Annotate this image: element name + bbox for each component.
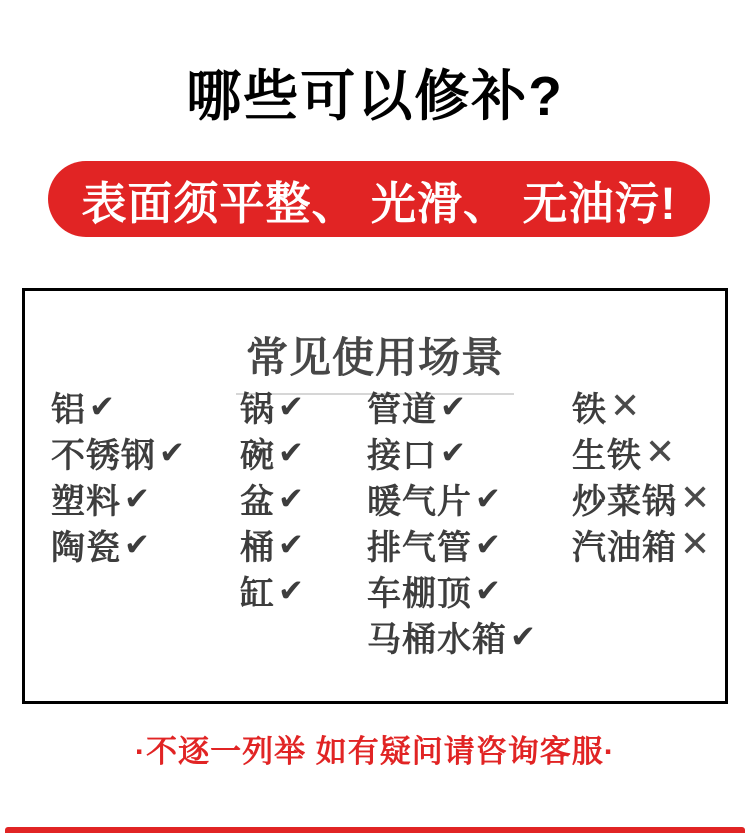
requirement-banner bbox=[48, 161, 710, 237]
scenario-item bbox=[572, 521, 711, 567]
check-icon: ✔ bbox=[475, 526, 502, 562]
cross-icon: ✕ bbox=[680, 477, 712, 518]
check-icon: ✔ bbox=[440, 434, 467, 470]
scenario-item bbox=[240, 475, 305, 521]
scenario-label: 车棚顶 bbox=[367, 574, 472, 613]
check-icon: ✔ bbox=[89, 388, 116, 424]
scenario-item bbox=[240, 567, 305, 613]
scenario-item bbox=[240, 383, 305, 429]
check-icon: ✔ bbox=[475, 572, 502, 608]
scenario-item bbox=[572, 383, 711, 429]
scenario-label: 铁 bbox=[572, 390, 607, 429]
scenario-panel-title: 常见使用场景 bbox=[236, 325, 514, 395]
check-icon: ✔ bbox=[278, 388, 305, 424]
requirement-banner-text: 表面须平整、 光滑、 无油污! bbox=[81, 177, 677, 229]
scenario-label: 不锈钢 bbox=[51, 436, 156, 475]
scenario-label: 锅 bbox=[240, 390, 275, 429]
check-icon: ✔ bbox=[278, 526, 305, 562]
scenario-label: 桶 bbox=[240, 528, 275, 567]
cross-icon: ✕ bbox=[645, 431, 677, 472]
scenario-label: 接口 bbox=[367, 436, 437, 475]
check-icon: ✔ bbox=[278, 480, 305, 516]
check-icon: ✔ bbox=[124, 526, 151, 562]
cross-icon: ✕ bbox=[610, 385, 642, 426]
check-icon: ✔ bbox=[278, 434, 305, 470]
scenario-label: 生铁 bbox=[572, 436, 642, 475]
scenario-item bbox=[51, 475, 186, 521]
scenario-item bbox=[572, 429, 711, 475]
scenario-item bbox=[367, 475, 537, 521]
scenario-item bbox=[51, 429, 186, 475]
scenario-panel bbox=[22, 288, 728, 704]
scenario-item bbox=[367, 567, 537, 613]
cross-icon: ✕ bbox=[680, 523, 712, 564]
scenario-label: 管道 bbox=[367, 390, 437, 429]
scenario-column-containers bbox=[240, 383, 305, 613]
scenario-label: 马桶水箱 bbox=[367, 620, 507, 659]
scenario-label: 排气管 bbox=[367, 528, 472, 567]
scenario-item bbox=[367, 383, 537, 429]
scenario-item bbox=[572, 475, 711, 521]
scenario-item bbox=[367, 613, 537, 659]
check-icon: ✔ bbox=[278, 572, 305, 608]
scenario-item bbox=[51, 383, 186, 429]
scenario-item bbox=[240, 521, 305, 567]
next-section-divider bbox=[5, 827, 745, 833]
scenario-label: 暖气片 bbox=[367, 482, 472, 521]
check-icon: ✔ bbox=[124, 480, 151, 516]
scenario-column-fixtures bbox=[367, 383, 537, 659]
scenario-item bbox=[367, 429, 537, 475]
scenario-label: 盆 bbox=[240, 482, 275, 521]
scenario-label: 缸 bbox=[240, 574, 275, 613]
scenario-label: 陶瓷 bbox=[51, 528, 121, 567]
footer-disclaimer: ·不逐一列举 如有疑问请咨询客服· bbox=[134, 734, 616, 769]
scenario-label: 汽油箱 bbox=[572, 528, 677, 567]
scenario-label: 塑料 bbox=[51, 482, 121, 521]
scenario-column-not-supported bbox=[572, 383, 711, 567]
scenario-label: 炒菜锅 bbox=[572, 482, 677, 521]
check-icon: ✔ bbox=[440, 388, 467, 424]
scenario-item bbox=[367, 521, 537, 567]
page-title: 哪些可以修补? bbox=[186, 65, 564, 127]
scenario-item bbox=[240, 429, 305, 475]
check-icon: ✔ bbox=[475, 480, 502, 516]
scenario-label: 铝 bbox=[51, 390, 86, 429]
scenario-column-materials bbox=[51, 383, 186, 567]
check-icon: ✔ bbox=[510, 618, 537, 654]
scenario-label: 碗 bbox=[240, 436, 275, 475]
scenario-item bbox=[51, 521, 186, 567]
check-icon: ✔ bbox=[159, 434, 186, 470]
